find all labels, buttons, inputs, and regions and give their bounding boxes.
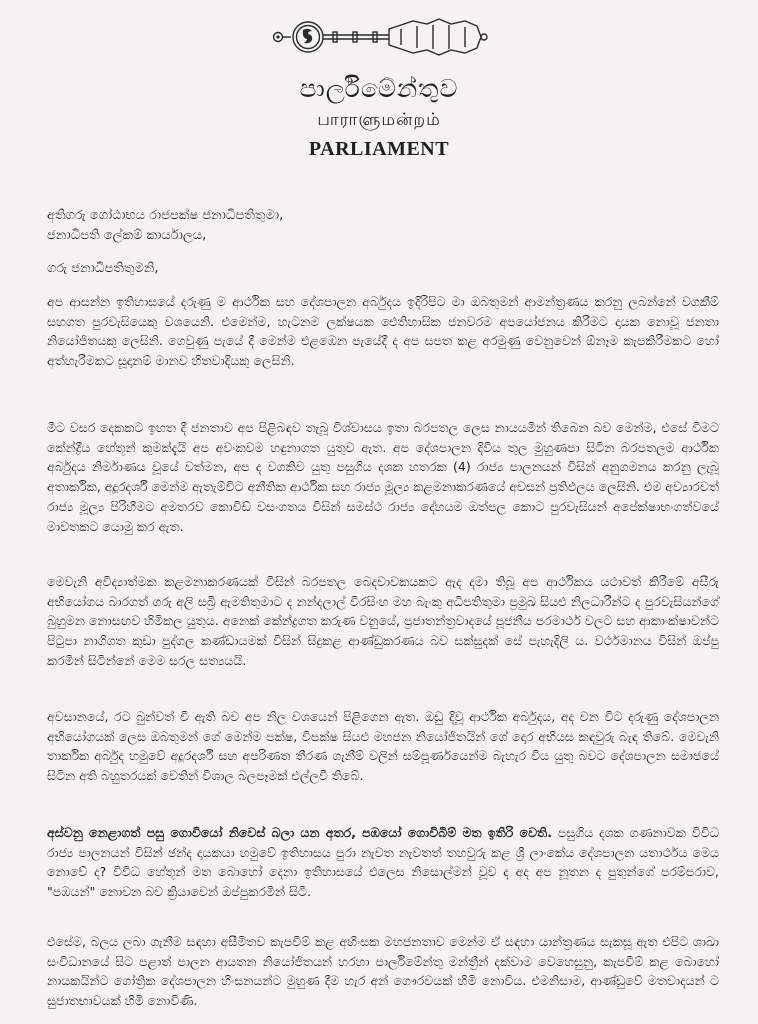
- address-line-2: ජනාධිපති ලේකම් කාර්යාලය,: [47, 228, 207, 243]
- letterhead-title-sinhala: පාර්ලිමේන්තුව: [299, 74, 459, 103]
- body-paragraph-5-bold-lead: අස්වනු නෙළාගත් පසු ගොවියෝ නිවෙස් බලා යන අතර, පඹයෝ ගොවිබිම් මත ඉතිරි වෙති.: [47, 825, 552, 840]
- parliament-mace-emblem-icon: [271, 16, 489, 58]
- salutation: ගරු ජනාධිපතිතුමනි,: [47, 261, 159, 276]
- letterhead-title-tamil: பாராளுமன்றம்: [317, 110, 441, 130]
- body-paragraph-6: එසේම, බලය ලබා ගැනීම සඳහා අසීමිතව කැපවීම් කළ අහිංසක මහජනතාව මෙන්ම ඒ සඳහා යාන්ත්‍රණය සැකසූ ඇත එපිට ශාඛා සංවිධානයේ සිට පළාත් පාලන ආයතන නියෝජිතයන් හරහා පාර්ලිමේන්තු මන්ත්‍රීන් දක්වාම වෙහෙසුනු, කැපවීම් කළ බොහෝ නායකයින්ට ගෝත්‍රික දේශපාලන හිංසනයන්ට මුහුණ දීම හැර අන් ගෞරවයක් හිමි නොවිය. එමනිසාම, ආණ්ඩුවේ මතවාදයන් ට සුජාතභාවයක් හිමි නොවිණි.: [47, 934, 719, 1009]
- body-paragraph-3: මෙවැනි අවිද්‍යාත්මක කළමනාකරණයක් විසින් බරපතල බෙදවාවකයකට ඇද දමා තිබූ අප ආර්ථිකය යථාවත් කිරීමේ අසීරු අභියෝගය බාරගත් ගරු අලි සබ්‍රි ඇමතිතුමාට ද නන්දලාල් වීරසිංහ මහ බැංකු අධිපතිතුමා ප්‍රමුඛ සියළු නිලධාරීන්ට ද පුරවැසියන්ගේ බුහුමන නොසඟව හිමිකල යුතුය. අනෙක් කේන්ද්‍රගත කරුණ වනුයේ, ප්‍රජාතන්ත්‍රවාදයේ පූජනීය පරමාර්ථ වලට සහ ආකාංක්ෂාවන්ට පිටුපා නාගිගත කුඩා පුද්ගල කණ්ඩායමක් විසින් සිදුකළ ආණ්ඩුකරණය බව සක්සුදක් සේ පැහැදිලි ය. වර්ථමානය විසින් ඔප්පු කරමින් සිටින්නේ මෙම සරල සත්‍යයයි.: [47, 574, 719, 668]
- body-paragraph-2: මීට වසර දෙකකට ඉහත දී ජනතාව අප පිළිබඳව තැබූ විශ්වාසය ඉතා බරපතල ලෙස නායයමින් තිබෙන බව මෙන්ම, එසේ වීමට කේන්ද්‍රීය හේතූන් කුමක්දැයි අප අවංකවම හඳුනාගත යුතුව ඇත. අප දේශපාලන දිවිය තුල මුහුණපා සිටින බරපතලම ආර්ථික අර්බුදය නිර්මාණය වූයේ වත්මන, අප ද වගකිව යුතු පසුගිය දශක හතරක (4) රාජ්‍ය පාලනයන් විසින් අනුගමනය කරනු ලැබූ අතාර්කික, අදූරදර්ශී මෙන්ම ඇතැම්විට අනීතික ආර්ථික සහ රාජ්‍ය මූල්‍ය කළමනාකරණයේ අවසන් ප්‍රතිඵලය ලෙසිනි. එම අව්‍යාරවත් රාජ්‍ය මූල්‍ය පිරිහීමට අමතරව කොවිඩ් වසංගතය විසින් සමස්ථ රාජ්‍ය දේහයම ඔත්පල කොට පුරවැසියන් අපේක්ෂාභංගත්වයේ මාවතකට යොමු කර ඇත.: [47, 420, 719, 534]
- letterhead-title-english: PARLIAMENT: [308, 138, 450, 160]
- body-paragraph-5-rest: පසුගිය දශක ගණනාවක විවිධ රාජ්‍ය පාලනයන් විසින් ඡන්ද දායකයා හමුවේ ඉතිහාසය පුරා නැවත නැවතත් තහවුරු කළ ශ්‍රී ලාංකේය දේශපාලන යතාර්ථය මෙය නොවේ ද? විවිධ හේතූන් මත බොහෝ දෙනා ඉතිහාසයේ එලෙස නිසොල්මන් වූව ද අද අප නූතන ද පුතුන්ගේ පරම්පරාව, "පඹයන්" නොවන බව ක්‍රියාවෙන් ඔප්පුකරමින් සිටී.: [47, 825, 719, 900]
- body-paragraph-4: අවසානයේ, රට බුන්වත් වී ඇති බව අප නිල වශයෙන් පිළිගෙන ඇත. ඔඩු දිවූ ආර්ථික අර්බුදය, අද වන විට දරුණු දේශපාලන අභියෝගයක් ලෙස ඔබතුමන් ගේ මෙන්ම පක්ෂ, විපක්ෂ සියළු මහජන නියෝජිතයින් ගේ දොර අභියස කඳවුරු බැඳ තිබේ. මෙවැනි තාර්කික අර්බුද හමුවේ අදූරදර්ශී සහ අපරිණත තීරණ ගැනීම් වලින් සම්පූර්ණයෙන්ම බැහැර විය යුතු බවට දේශපාලන සමාජයේ සිටින අති බහුතරයක් වෙතින් විශාල බලපෑමක් එල්ලවී තිබේ.: [47, 709, 719, 784]
- recipient-address: [47, 206, 283, 246]
- address-line-1: අතිගරු ගෝඨාභය රාජපක්ෂ ජනාධිපතිතුමා,: [47, 208, 284, 223]
- body-paragraph-5: [47, 823, 719, 902]
- body-paragraph-1: අප ආසන්න ඉතිහාසයේ දරුණු ම ආර්ථික සහ දේශපාලන අර්බුදය ඉදිරිපිට මා ඔබතුමන් ආමන්ත්‍රණය කරනු ලබන්නේ වගකීම් සහගත පුරවැසියෙකු වශයෙනි. එමෙන්ම, හැටනම ලක්ෂයක ඓතිහාසික ජනවරම අපයෝජනය කිරීමට දායක නොවූ ජනතා නියෝජිතයකු ලෙසිනි. ගෙවුණු පැයේ දී මෙන්ම එළඹෙන පැයේදී ද අප සපත කළ අරමුණු වෙනුවෙන් ඕනෑම කැපකිරීමකට හෝ අත්හැරීමකට සූදානම් මානව හිතවාදියකු ලෙසිනි.: [47, 294, 719, 369]
